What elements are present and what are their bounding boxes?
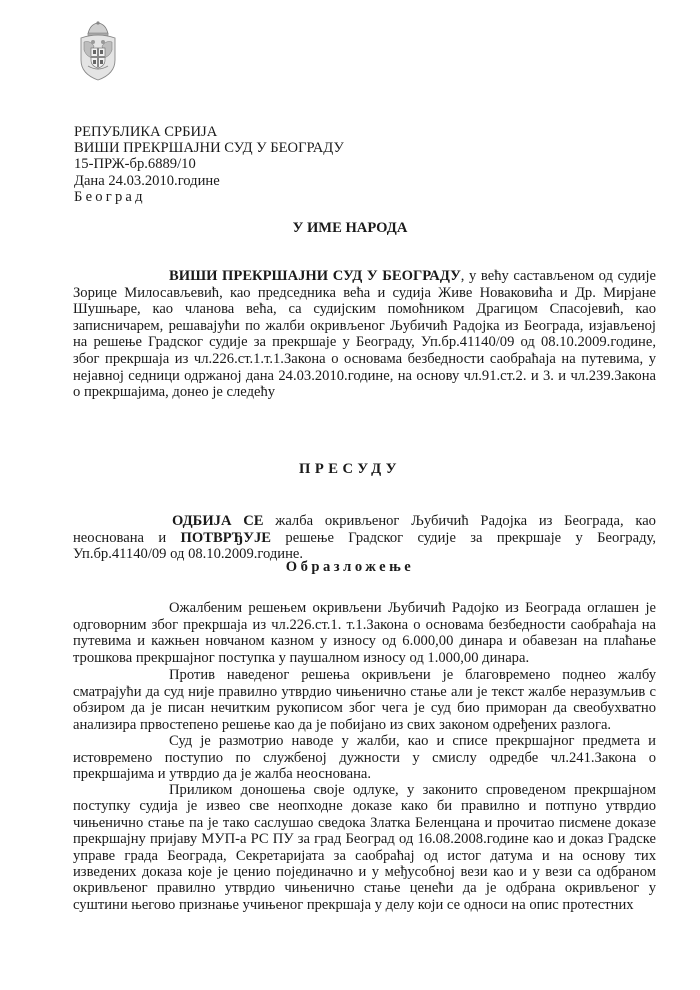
document-header: [74, 124, 344, 205]
intro-text: , у већу састављеном од судије Зорице Милосављевић, као председника већа и судија Живе Новаковића и Др. Мирјане Шушњаре, као чланова већа, са судијским помоћником Драгицом Спасојевић, као записничарем, решавајући по жалби окривљеног Љубичић Радојка из Београда, изјављеној на решење Градског судије за прекршаје у Београду, Уп.бр.41140/09 од 08.10.2009.године, због прекршаја из чл.226.ст.1.т.1.Закона о основама безбедности саобраћаја на путевима, у нејавној седници одржаној дана 24.03.2010.године, на основу чл.91.ст.2. и 3. и чл.239.Закона о прекршајима, донео је следећу: [73, 268, 657, 401]
reasoning-paragraph: Ожалбеним решењем окривљени Љубичић Радојко из Београда оглашен је одговорним због прекршаја из чл.226.ст.1. т.1.Закона о основама безбедности саобраћаја на путевима и кажњен новчаном казном у износу од 6.000,00 динара и обавезан на плаћање трошкова прекршајног поступка у паушалном износу од 1.000,00 динара.: [73, 600, 656, 666]
document-date: Дана 24.03.2010.године: [74, 172, 220, 189]
heading-reasoning: Образложење: [285, 559, 415, 575]
case-number: 15-ПРЖ-бр.6889/10: [74, 156, 196, 173]
court-name-bold: ВИШИ ПРЕКРШАЈНИ СУД У БЕОГРАДУ: [169, 268, 461, 284]
court-name: ВИШИ ПРЕКРШАЈНИ СУД У БЕОГРАДУ: [74, 140, 344, 157]
coat-of-arms-icon: [76, 20, 120, 82]
reasoning-paragraph: Приликом доношења своје одлуке, у законито спроведеном прекршајном поступку судија је извео све неопходне доказе како би правилно и потпуно утврдио чињенично стање па је тако саслушао сведока Златка Беленцана и прочитао писмене доказе прекршајну пријаву МУП-а РС ПУ за град Београд од 16.08.2008.године као и доказ Градске управе града Београда, Секретаријата за саобраћај од истог датума и на основу тих изведених доказа које је ценио појединачно и у међусобној вези као и у вези са одбраном окривљеног правилно утврдио чињенично стање ценећи да је одбрана окривљеног у суштини његово признање учињеног прекршаја у делу који се односи на опис протестних: [73, 782, 656, 913]
document-city: Београд: [74, 188, 146, 205]
verdict-text-2: решење Градског судије за прекршаје у Београду, Уп.бр.41140/09 од 08.10.2009.године.: [73, 529, 656, 563]
reasoning-paragraph: Суд је размотрио наводе у жалби, као и списе прекршајног предмета и истовремено поступио по службеној дужности у смислу одредбе чл.241.Закона о прекршајима и утврдио да је жалба неоснована.: [73, 733, 656, 783]
rejects-bold: ОДБИЈА СЕ: [172, 513, 264, 529]
verdict-paragraph: [73, 513, 656, 563]
intro-paragraph: [73, 268, 656, 401]
verdict-text-1: жалба окривљеног Љубичић Радојка из Београда, као неоснована и: [73, 513, 656, 546]
heading-in-the-name-of-people: У ИМЕ НАРОДА: [292, 220, 408, 236]
confirms-bold: ПОТВРЂУЈЕ: [180, 529, 272, 546]
country-name: РЕПУБЛИКА СРБИЈА: [74, 124, 218, 140]
reasoning-paragraph: Против наведеног решења окривљени је благовремено поднео жалбу сматрајући да суд није правилно утврдио чињенично стање али је текст жалбе неразумљив с обзиром да је писан нечитким рукописом због чега је суд био приморан да свеобухватно анализира првостепено решење као да је побијано из свих законом одређених разлога.: [73, 667, 656, 733]
heading-verdict: ПРЕСУДУ: [298, 461, 401, 477]
